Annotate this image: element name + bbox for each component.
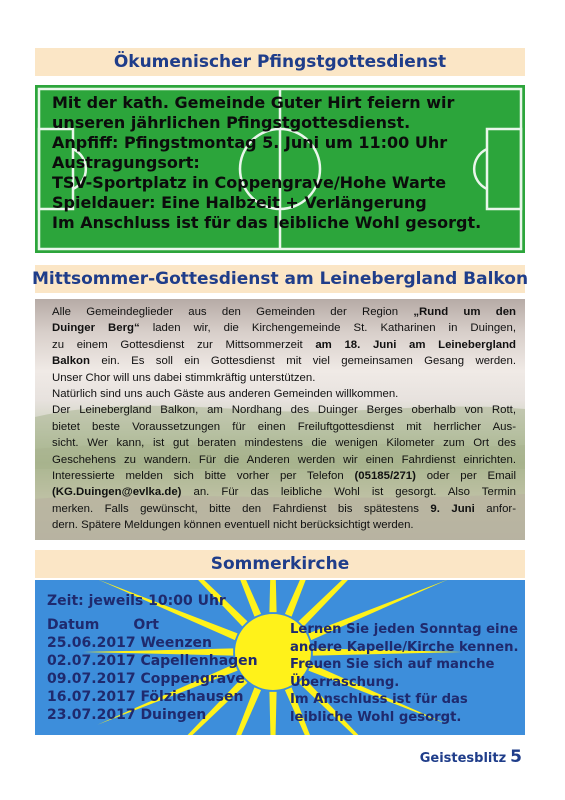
text-line: Alle Gemeindeglieder aus den Gemeinden der Region „Rund um den xyxy=(52,306,517,318)
pfingst-line: Mit der kath. Gemeinde Guter Hirt feiern wir xyxy=(52,93,455,112)
text-line: sicht. Wer kann, ist gut beraten mindestens die wenigen Kilometer zum Ort des xyxy=(52,437,516,450)
text-line: Unser Chor will uns dabei stimmkräftig unterstützen. xyxy=(52,371,316,384)
pfingst-line: unseren jährlichen Pfingstgottesdienst. xyxy=(52,113,411,132)
schedule-row: 16.07.2017 Fölziehausen xyxy=(47,689,244,705)
description-line: Überraschung. xyxy=(290,674,400,690)
pfingst-text xyxy=(52,93,521,233)
text-line: (KG.Duingen@evlka.de) an. Für das leibliche Wohl ist gesorgt. Also Termin xyxy=(52,486,516,499)
schedule-row: 02.07.2017 Capellenhagen xyxy=(47,653,258,669)
description-line: leibliche Wohl gesorgt. xyxy=(290,709,462,725)
balkon-photo-panel xyxy=(35,299,525,540)
text-line: dern. Spätere Meldungen können eventuell nicht berücksichtigt werden. xyxy=(52,519,414,532)
schedule-row: 09.07.2017 Coppengrave xyxy=(47,671,245,687)
description-line: Freuen Sie sich auf manche xyxy=(290,657,495,672)
pfingst-line: Austragungsort: xyxy=(52,153,200,172)
text-line: Der Leinebergland Balkon, am Nordhang des Duinger Berges oberhalb von Rott, xyxy=(52,404,516,417)
text-line: Geschehens zu wandern. Für die Anderen werden wir einen Fahrdienst einrichten. xyxy=(52,453,516,466)
description-line: Lernen Sie jeden Sonntag eine xyxy=(290,622,518,637)
text-line: Balkon ein. Es soll ein Gottesdienst mit viel gemeinsamen Gesang werden. xyxy=(52,355,516,368)
text-line: zu einem Gottesdienst zur Mittsommerzeit am 18. Juni am Leinebergland xyxy=(52,338,516,351)
text-line: merken. Falls gewünscht, bitte den Fahrdienst bis spätestens 9. Juni anfor- xyxy=(52,502,517,515)
email-address: (KG.Duingen@evlka.de) xyxy=(52,486,182,499)
page-number: 5 xyxy=(510,747,522,767)
schedule-row: 25.06.2017 Weenzen xyxy=(47,635,212,651)
description-line: Im Anschluss ist für das xyxy=(290,692,468,707)
text-line: Natürlich sind uns auch Gäste aus anderen Gemeinden willkommen. xyxy=(52,388,399,401)
pfingst-line: Spieldauer: Eine Halbzeit + Verlängerung xyxy=(52,193,427,212)
sommerkirche-description xyxy=(290,621,518,726)
schedule-header: Datum Ort xyxy=(47,617,159,633)
section-title-pfingst: Ökumenischer Pfingstgottesdienst xyxy=(35,48,525,76)
description-line: andere Kapelle/Kirche kennen. xyxy=(290,639,519,655)
sun-ray xyxy=(269,580,276,612)
pfingst-line: Im Anschluss ist für das leibliche Wohl gesorgt. xyxy=(52,213,482,232)
text-line: Duinger Berg“ laden wir, die Kirchengemeinde St. Katharinen in Duingen, xyxy=(52,322,517,335)
pfingst-line: TSV-Sportplatz in Coppengrave/Hohe Warte xyxy=(52,173,447,192)
schedule-row: 23.07.2017 Duingen xyxy=(47,707,207,723)
mittsommer-text xyxy=(52,304,516,534)
page-footer xyxy=(420,747,522,767)
sun-sky-panel xyxy=(35,580,525,735)
section-title-sommerkirche: Sommerkirche xyxy=(35,550,525,578)
text-line: Interessierte melden sich bitte vorher per Telefon (05185/271) oder per Email xyxy=(52,470,516,483)
publication-name: Geistesblitz xyxy=(419,751,507,766)
section-title-mittsommer: Mittsommer-Gottesdienst am Leinebergland Balkon xyxy=(35,265,525,293)
football-field-panel xyxy=(35,85,525,253)
text-line: bietet beste Voraussetzungen für einen Freiluftgottesdienst mit herrlicher Aus- xyxy=(52,420,516,433)
pfingst-line: Anpfiff: Pfingstmontag 5. Juni um 11:00 Uhr xyxy=(52,133,448,152)
sun-ray xyxy=(269,692,276,735)
schedule-block xyxy=(47,592,258,724)
time-info: Zeit: jeweils 10:00 Uhr xyxy=(47,593,226,609)
